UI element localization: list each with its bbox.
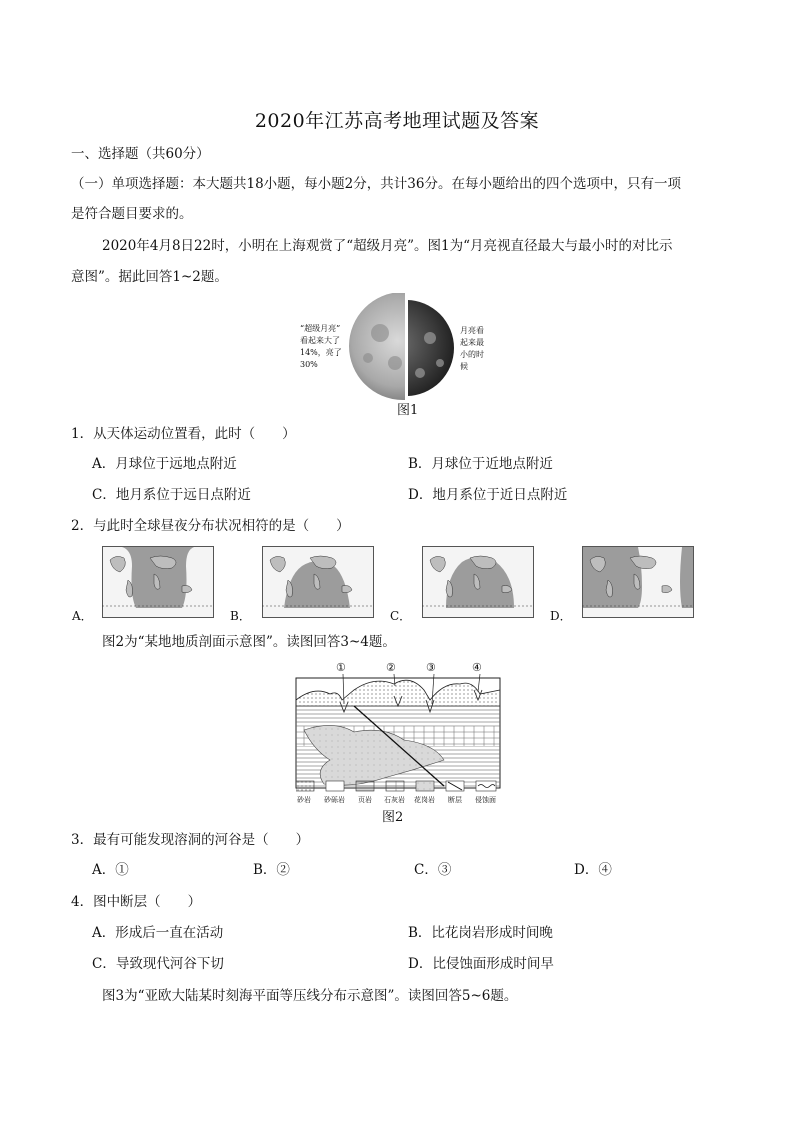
world-map-b [262,546,374,618]
q4-option-c: C．导致现代河谷下切 [92,956,224,972]
q3-option-d: D．④ [574,862,612,878]
q2-label-b: B． [230,609,251,623]
marker-4: ④ [472,661,482,674]
page-title: 2020年江苏高考地理试题及答案 [254,110,540,132]
world-map-d [582,546,694,618]
q4-option-b: B．比花岗岩形成时间晚 [408,925,553,941]
figure-1-caption: 图1 [397,403,419,418]
q4-option-d: D．比侵蚀面形成时间早 [408,956,554,972]
intro3: 图3为“亚欧大陆某时刻海平面等压线分布示意图”。读图回答5~6题。 [102,988,518,1004]
q4-option-a: A．形成后一直在活动 [92,925,224,941]
q4-stem: 4．图中断层（ ） [71,894,202,910]
q3-option-b: B．② [253,862,290,878]
q1-option-a: A．月球位于远地点附近 [92,456,237,472]
q2-label-c: C． [390,609,412,623]
legend-erosion-surface: 侵蚀面 [475,796,496,804]
legend-sandstone: 砂岩 [297,796,311,804]
intro1-line-2: 意图”。据此回答1~2题。 [71,269,228,285]
q1-stem: 1．从天体运动位置看，此时（ ） [71,426,296,442]
world-map-c [422,546,534,618]
supermoon-label: “超级月亮” 看起来大了 14%，亮了 30% [300,324,342,369]
marker-2: ② [386,661,396,674]
q1-option-d: D．地月系位于近日点附近 [408,487,568,503]
q3-stem: 3．最有可能发现溶洞的河谷是（ ） [71,832,310,848]
legend-conglomerate: 砂砾岩 [324,796,345,804]
figure-2-legend [296,780,536,806]
instruction-line-1: （一）单项选择题：本大题共18小题，每小题2分，共计36分。在每小题给出的四个选项中，只有一项 [71,176,681,192]
intro2: 图2为“某地地质剖面示意图”。读图回答3~4题。 [102,634,396,650]
figure-2-caption: 图2 [382,810,404,825]
world-map-a [102,546,214,618]
q3-option-a: A．① [92,862,129,878]
q2-label-d: D． [550,609,572,623]
q3-option-c: C．③ [414,862,452,878]
geologic-section-image [294,660,504,800]
q1-option-c: C．地月系位于远日点附近 [92,487,251,503]
marker-3: ③ [426,661,436,674]
intro1-line-1: 2020年4月8日22时，小明在上海观赏了“超级月亮”。图1为“月亮视直径最大与最小时的对比示 [102,238,673,254]
small-moon-label: 月亮看 起来最 小的时 候 [460,326,484,371]
figure-1 [270,293,510,418]
q2-stem: 2．与此时全球昼夜分布状况相符的是（ ） [71,518,350,534]
q2-label-a: A． [72,609,93,623]
legend-granite: 花岗岩 [414,796,435,804]
section-heading: 一、选择题（共60分） [71,146,210,162]
instruction-line-2: 是符合题目要求的。 [71,206,193,222]
marker-1: ① [336,661,346,674]
q1-option-b: B．月球位于近地点附近 [408,456,553,472]
legend-shale: 页岩 [358,796,372,804]
legend-fault: 断层 [448,796,462,804]
legend-limestone: 石灰岩 [384,796,405,804]
